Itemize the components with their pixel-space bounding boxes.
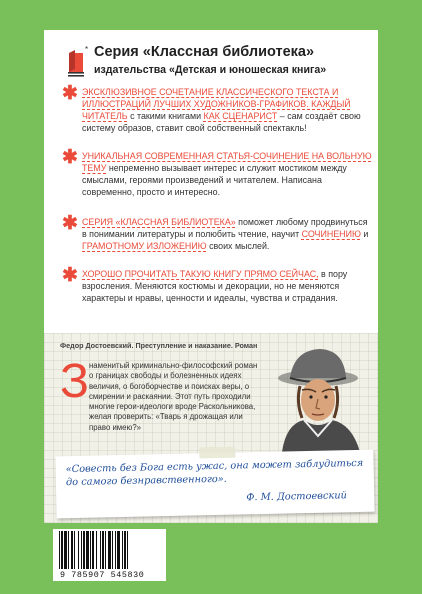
highlighted-phrase: СЕРИЯ «КЛАССНАЯ БИБЛИОТЕКА» [82, 217, 236, 227]
barcode-bar [96, 531, 97, 569]
barcode-bar [64, 531, 67, 569]
quote-author: Ф. М. Достоевский [246, 490, 348, 504]
body-text: своих мыслей. [206, 241, 270, 251]
body-text: в пору взросления. Меняются костюмы и декорации, но не меняются характеры и нравы, ценности и идеалы, чувства и страдания. [82, 269, 348, 303]
highlighted-phrase: ХОРОШО ПРОЧИТАТЬ ТАКУЮ КНИГУ ПРЯМО СЕЙЧАС, [82, 269, 319, 279]
barcode-bar [61, 531, 63, 569]
asterisk-bullet-icon: ✱ [62, 147, 78, 168]
book-title: Федор Достоевский. Преступление и наказание. Роман [60, 341, 258, 350]
body-text: с такими книгами [127, 111, 204, 121]
quote-text: «Совесть без Бога есть ужас, она может заблудиться до самого безнравственного». [65, 457, 364, 489]
feature-bullet-4 [82, 268, 372, 304]
barcode-icon [58, 531, 162, 569]
barcode-bar [68, 531, 69, 569]
raskolnikov-portrait-illustration [272, 344, 368, 452]
barcode-bar [108, 531, 111, 569]
highlighted-phrase: УНИКАЛЬНАЯ СОВРЕМЕННАЯ СТАТЬЯ-СОЧИНЕНИЕ НА ВОЛЬНУЮ ТЕМУ [82, 151, 372, 173]
highlighted-phrase: ГРАМОТНОМУ ИЗЛОЖЕНИЮ [82, 241, 207, 251]
drop-cap-letter: З [60, 355, 89, 408]
barcode-bar [74, 531, 75, 569]
barcode-bar [122, 531, 123, 569]
tape-strip [199, 447, 235, 459]
asterisk-bullet-icon: ✱ [62, 213, 78, 234]
highlighted-phrase: КАК СЦЕНАРИСТ [203, 111, 278, 121]
quote-note-card [55, 450, 374, 519]
highlighted-phrase: СОЧИНЕНИЮ [301, 229, 361, 239]
barcode-bar [81, 531, 82, 569]
barcode-bar [92, 531, 94, 569]
barcode-bar [117, 531, 120, 569]
barcode-bar [112, 531, 113, 569]
barcode-bar [90, 531, 91, 569]
series-title: Серия «Классная библиотека» [94, 44, 315, 60]
logo-star: * [85, 45, 89, 54]
barcode-bar [59, 531, 60, 569]
barcode-bar [102, 531, 104, 569]
barcode-bar [105, 531, 106, 569]
barcode-bar [78, 531, 79, 569]
barcode-bar [115, 531, 116, 569]
barcode-bar [100, 531, 101, 569]
body-text: непременно вызывает интерес и служит мостиком между смыслами, героями произведений и читателем. Написана современно, просто и интересно. [82, 163, 347, 197]
body-text: – сам создаёт свою систему образов, ставит свой собственный спектакль! [82, 111, 361, 133]
body-text: поможет любому продвинуться в понимании литературы и полюбить чтение, научит [82, 217, 368, 239]
isbn-number: 9 785907 545830 [60, 570, 145, 580]
body-text: и [360, 229, 369, 239]
barcode-bar [124, 531, 126, 569]
barcode-bar [71, 531, 73, 569]
series-publisher: издательства «Детская и юношеская книга» [94, 64, 327, 76]
barcode-bar [86, 531, 89, 569]
book-logo-icon [66, 44, 90, 80]
feature-bullet-1 [82, 86, 372, 134]
feature-bullet-3 [82, 216, 372, 252]
asterisk-bullet-icon: ✱ [62, 265, 78, 286]
barcode-bar [127, 531, 128, 569]
feature-bullet-2 [82, 150, 372, 198]
book-description: наменитый криминально-философский роман о границах свободы и болезненных идеях величия, о богоборчестве и поисках веры, о смирении и раскаянии. Этот путь проходили многие герои-идеологи вроде Раскольникова, желая проверить: «Тварь я дрожащая или право имею?» [89, 361, 258, 432]
highlighted-phrase: ЭКСКЛЮЗИВНОЕ СОЧЕТАНИЕ КЛАССИЧЕСКОГО ТЕКСТА И ИЛЛЮСТРАЦИЙ ЛУЧШИХ ХУДОЖНИКОВ-ГРАФИКОВ. КАЖДЫЙ ЧИТАТЕЛЬ [82, 87, 351, 121]
barcode-bar [83, 531, 85, 569]
asterisk-bullet-icon: ✱ [62, 83, 78, 104]
